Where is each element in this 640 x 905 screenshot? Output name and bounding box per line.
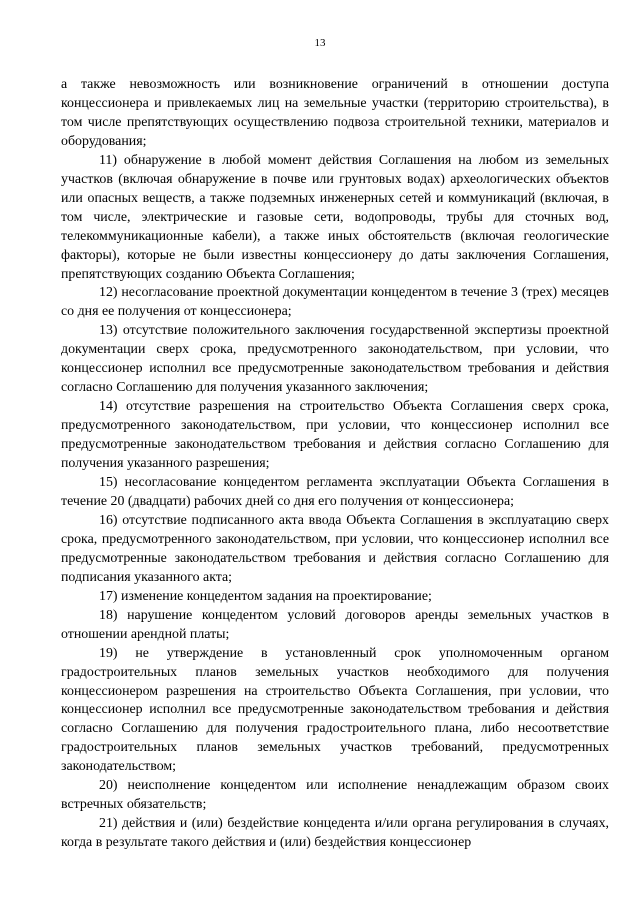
- paragraph: 15) несогласование концедентом регламента эксплуатации Объекта Соглашения в течение 20 (двадцати) рабочих дней со дня его получения от концессионера;: [61, 475, 609, 509]
- paragraph: 11) обнаружение в любой момент действия Соглашения на любом из земельных участков (включая обнаружение в почве или грунтовых водах) археологических объектов или опасных веществ, а также подземных инженерных сетей и коммуникаций (включая, в том числе, электрические и газовые сети, водопроводы, трубы для сточных вод, телекоммуникационные кабели), а также иных обстоятельств (включая геологические факторы), которые не были известны концессионеру до даты заключения Соглашения, препятствующих созданию Объекта Соглашения;: [61, 152, 609, 282]
- paragraph: 13) отсутствие положительного заключения государственной экспертизы проектной документации сверх срока, предусмотренного законодательством, при условии, что концессионер исполнил все предусмотренные законодательством требования и действия согласно Соглашению для получения указанного заключения;: [61, 323, 609, 396]
- document-body: [61, 76, 609, 853]
- paragraph: 19) не утверждение в установленный срок уполномоченным органом градостроительных планов земельных участков необходимого для получения концессионером разрешения на строительство Объекта Соглашения, при условии, что концессионер исполнил все предусмотренные законодательством требования и действия согласно Соглашению для получения градостроительного плана, либо несоответствие градостроительных планов земельных участков требований, предусмотренных законодательством;: [61, 645, 609, 775]
- paragraph: 17) изменение концедентом задания на проектирование;: [99, 588, 432, 604]
- paragraph: 16) отсутствие подписанного акта ввода Объекта Соглашения в эксплуатацию сверх срока, предусмотренного законодательством, при условии, что концессионер исполнил все предусмотренные законодательством требования и действия согласно Соглашению для подписания указанного акта;: [61, 512, 609, 585]
- page-number: 13: [314, 37, 326, 49]
- paragraph: 21) действия и (или) бездействие концедента и/или органа регулирования в случаях, когда в результате такого действия и (или) бездействия концессионер: [61, 816, 609, 851]
- paragraph: 12) несогласование проектной документации концедентом в течение 3 (трех) месяцев со дня ее получения от концессионера;: [61, 285, 609, 320]
- paragraph: а также невозможность или возникновение ограничений в отношении доступа концессионера и привлекаемых лиц на земельные участки (территорию строительства), в том числе препятствующих осуществлению подвоза строительной техники, материалов и оборудования;: [61, 77, 609, 149]
- paragraph: 14) отсутствие разрешения на строительство Объекта Соглашения сверх срока, предусмотренного законодательством, при условии, что концессионер исполнил все предусмотренные законодательством требования и действия согласно Соглашению для получения указанного разрешения;: [61, 399, 609, 472]
- paragraph: 20) неисполнение концедентом или исполнение ненадлежащим образом своих встречных обязательств;: [61, 778, 609, 813]
- paragraph: 18) нарушение концедентом условий договоров аренды земельных участков в отношении арендной платы;: [61, 607, 609, 642]
